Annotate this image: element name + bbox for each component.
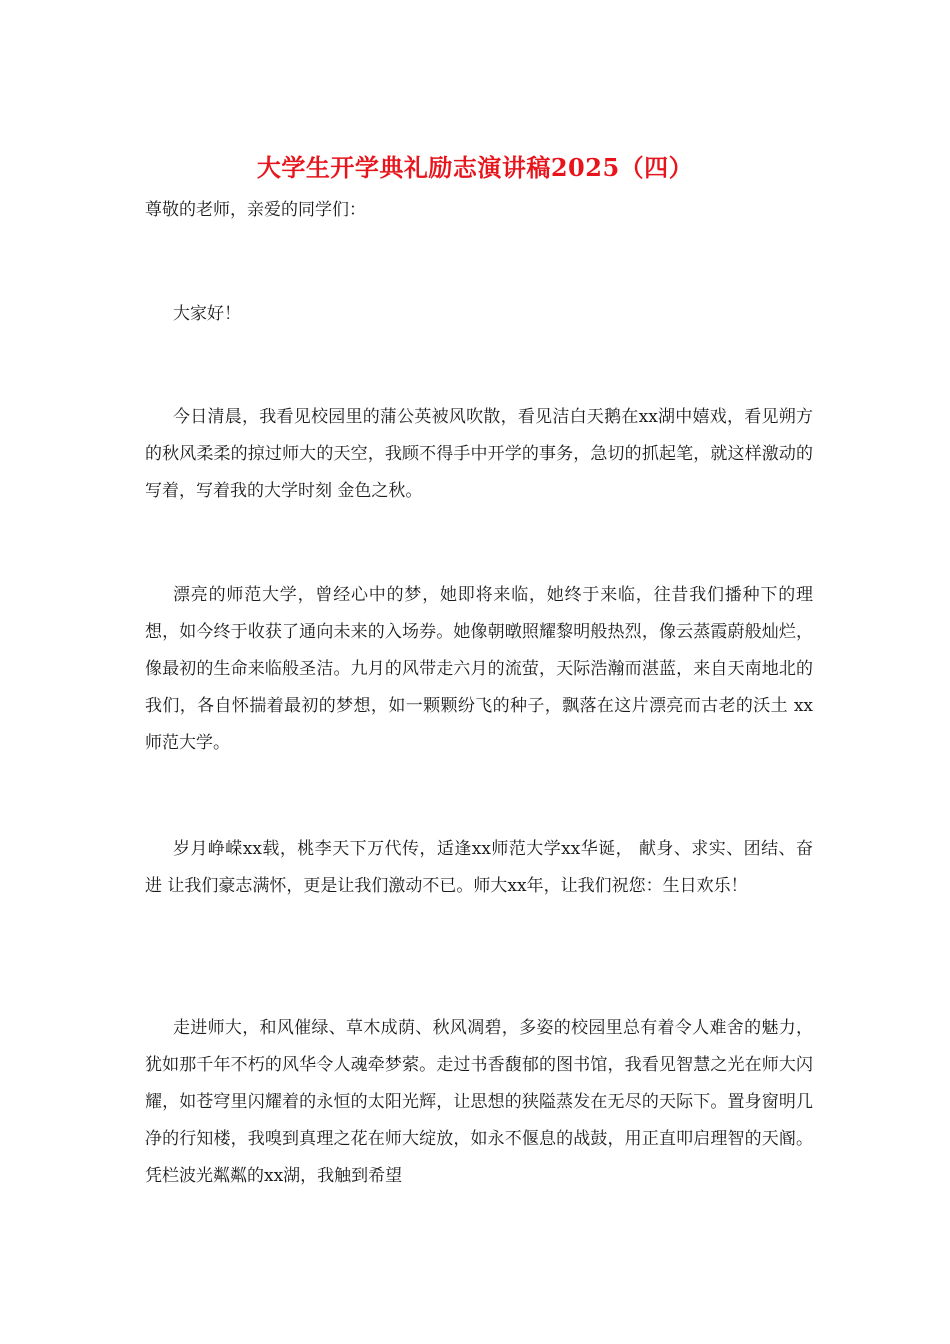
salutation: 尊敬的老师，亲爱的同学们： — [145, 200, 366, 220]
paragraph: 岁月峥嵘xx载，桃李天下万代传，适逢xx师范大学xx华诞， 献身、求实、团结、奋进 让我们豪志满怀，更是让我们激动不已。师大xx年，让我们祝您：生日欢乐！ — [145, 839, 813, 896]
paragraph-greeting: 大家好！ — [173, 304, 241, 324]
document-title: 大学生开学典礼励志演讲稿2025（四） — [256, 153, 694, 182]
paragraph: 漂亮的师范大学，曾经心中的梦，她即将来临，她终于来临，往昔我们播种下的理想，如今终于收获了通向未来的入场券。她像朝暾照耀黎明般热烈，像云蒸霞蔚般灿烂，像最初的生命来临般圣洁。九月的风带走六月的流萤，天际浩瀚而湛蓝，来自天南地北的我们，各自怀揣着最初的梦想，如一颗颗纷飞的种子，飘落在这片漂亮而古老的沃土 xx师范大学。 — [145, 585, 813, 753]
paragraph: 今日清晨，我看见校园里的蒲公英被风吹散，看见洁白天鹅在xx湖中嬉戏，看见朔方的秋风柔柔的掠过师大的天空，我顾不得手中开学的事务，急切的抓起笔，就这样激动的写着，写着我的大学时刻 金色之秋。 — [145, 407, 813, 501]
paragraph: 走进师大，和风催绿、草木成荫、秋风凋碧，多姿的校园里总有着令人难舍的魅力，犹如那千年不朽的风华令人魂牵梦萦。走过书香馥郁的图书馆，我看见智慧之光在师大闪耀，如苍穹里闪耀着的永恒的太阳光辉，让思想的狭隘蒸发在无尽的天际下。置身窗明几净的行知楼，我嗅到真理之花在师大绽放，如永不偃息的战鼓，用正直叩启理智的天阍。凭栏波光粼粼的xx湖，我触到希望 — [145, 1018, 813, 1186]
